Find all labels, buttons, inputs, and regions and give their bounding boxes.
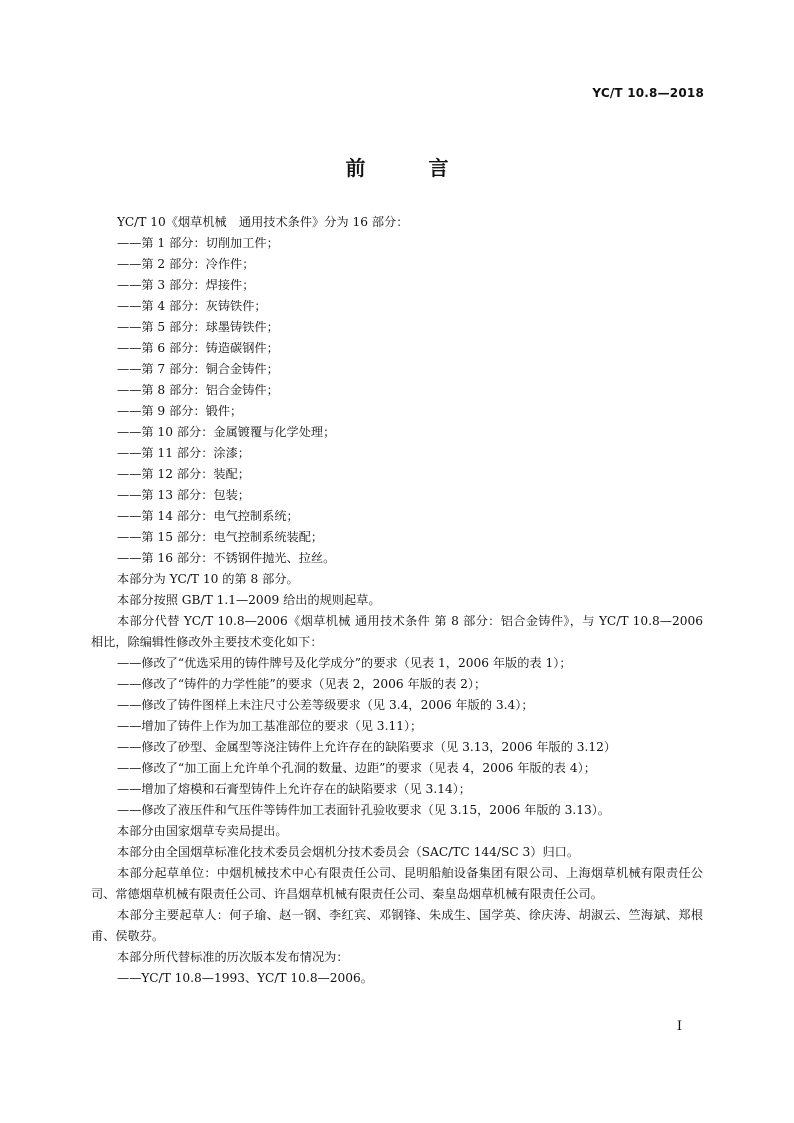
part-item: ——第 9 部分：锻件； (117, 404, 243, 418)
part-item: ——第 5 部分：球墨铸铁件； (117, 320, 279, 334)
part-item: ——第 15 部分：电气控制系统装配； (117, 530, 324, 544)
drafting-rule-paragraph: 本部分按照 GB/T 1.1—2009 给出的规则起草。 (117, 593, 381, 607)
part-item: ——第 4 部分：灰铸铁件； (117, 299, 267, 313)
centralized-by-paragraph: 本部分由全国烟草标准化技术委员会烟机分技术委员会（SAC/TC 144/SC 3）归口。 (117, 845, 580, 859)
foreword-body (91, 212, 703, 989)
part-item: ——第 11 部分：涂漆； (117, 446, 250, 460)
this-part-paragraph: 本部分为 YC/T 10 的第 8 部分。 (117, 572, 299, 586)
page-number: I (676, 1019, 682, 1034)
standard-code: YC/T 10.8—2018 (592, 86, 704, 100)
history-item: ——YC/T 10.8—1993、YC/T 10.8—2006。 (117, 971, 373, 985)
part-item: ——第 10 部分：金属镀覆与化学处理； (117, 425, 336, 439)
change-item: ——修改了液压件和气压件等铸件加工表面针孔验收要求（见 3.15，2006 年版的 3.13）。 (117, 803, 610, 817)
change-item: ——增加了熔模和石膏型铸件上允许存在的缺陷要求（见 3.14）； (117, 782, 471, 796)
change-item: ——修改了“优选采用的铸件牌号及化学成分”的要求（见表 1，2006 年版的表 1）； (117, 656, 572, 670)
intro-paragraph: YC/T 10《烟草机械 通用技术条件》分为 16 部分： (117, 215, 409, 229)
history-intro-paragraph: 本部分所代替标准的历次版本发布情况为： (117, 950, 349, 964)
part-item: ——第 8 部分：铝合金铸件； (117, 383, 279, 397)
page-title: 前 言 (345, 156, 477, 180)
part-item: ——第 2 部分：冷作件； (117, 257, 255, 271)
change-item: ——修改了铸件图样上未注尺寸公差等级要求（见 3.4，2006 年版的 3.4）； (117, 698, 534, 712)
change-item: ——修改了“加工面上允许单个孔洞的数量、边距”的要求（见表 4，2006 年版的表 4）； (117, 761, 596, 775)
proposed-by-paragraph: 本部分由国家烟草专卖局提出。 (117, 824, 288, 838)
replaces-paragraph: 本部分代替 YC/T 10.8—2006《烟草机械 通用技术条件 第 8 部分：铝合金铸件》，与 YC/T 10.8—2006 相比，除编辑性修改外主要技术变化如下： (91, 614, 703, 649)
part-item: ——第 6 部分：铸造碳钢件； (117, 341, 279, 355)
part-item: ——第 14 部分：电气控制系统； (117, 509, 299, 523)
part-item: ——第 12 部分：装配； (117, 467, 250, 481)
change-item: ——修改了“铸件的力学性能”的要求（见表 2，2006 年版的表 2）； (117, 677, 487, 691)
drafters-paragraph: 本部分主要起草人：何子瑜、赵一钢、李红宾、邓钢锋、朱成生、国学英、徐庆涛、胡淑云、竺海斌、郑根甫、侯敬芬。 (91, 908, 703, 943)
part-item: ——第 13 部分：包装； (117, 488, 250, 502)
drafting-units-paragraph: 本部分起草单位：中烟机械技术中心有限责任公司、昆明船舶设备集团有限公司、上海烟草机械有限责任公司、常德烟草机械有限责任公司、许昌烟草机械有限责任公司、秦皇岛烟草机械有限责任公司。 (91, 866, 703, 901)
change-item: ——修改了砂型、金属型等浇注铸件上允许存在的缺陷要求（见 3.13，2006 年版的 3.12） (117, 740, 617, 754)
part-item: ——第 1 部分：切削加工件； (117, 236, 279, 250)
change-item: ——增加了铸件上作为加工基准部位的要求（见 3.11）； (117, 719, 423, 733)
part-item: ——第 3 部分：焊接件； (117, 278, 255, 292)
part-item: ——第 7 部分：铜合金铸件； (117, 362, 279, 376)
part-item: ——第 16 部分：不锈钢件抛光、拉丝。 (117, 551, 336, 565)
